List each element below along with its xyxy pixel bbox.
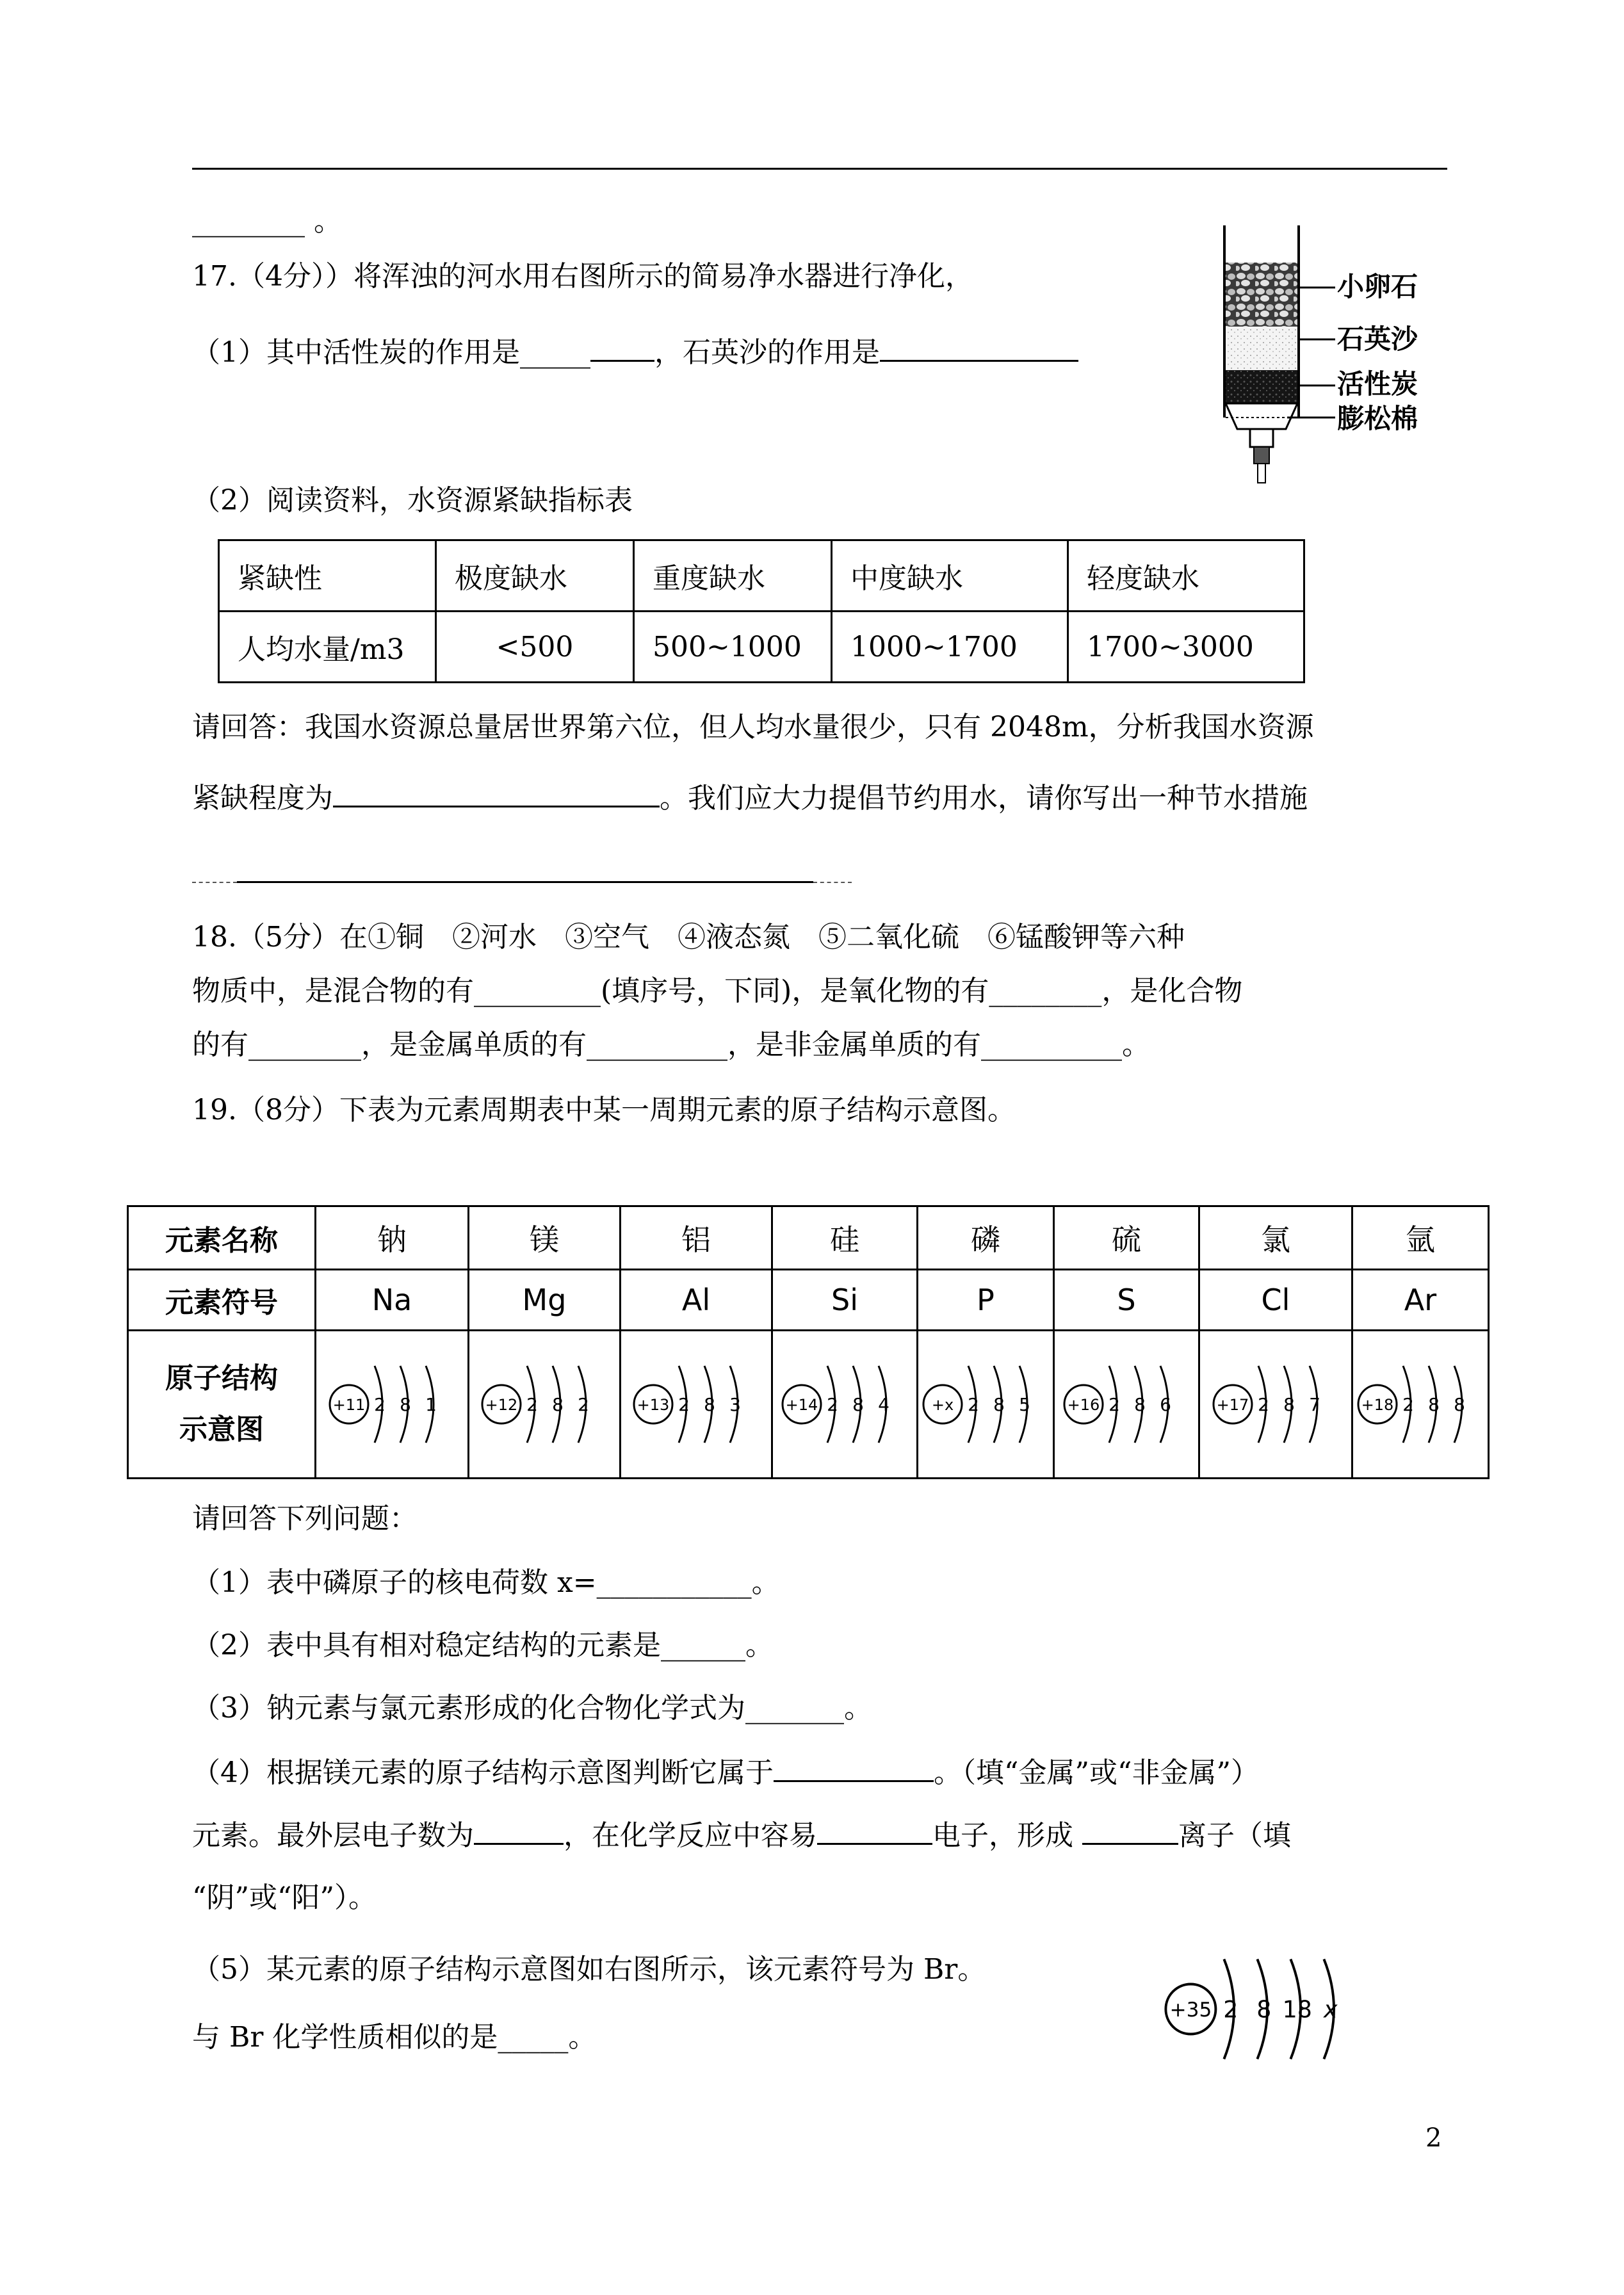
periodic-table [127, 1205, 1490, 1479]
element-name: 磷 [918, 1206, 1054, 1270]
bromine-atom-diagram [1159, 1947, 1367, 2074]
table-cell: 紧缺性 [219, 540, 436, 612]
shell-electron-count: 4 [878, 1394, 889, 1415]
q18-line-2: 物质中，是混合物的有_________(填序号，下同)，是氧化物的有________，是化合物 [192, 975, 1243, 1007]
element-symbol: Na [316, 1270, 469, 1331]
element-symbol: Si [772, 1270, 918, 1331]
atom-diagram [1353, 1356, 1488, 1452]
q17-answer-text-b: 。我们应大力提倡节约用水，请你写出一种节水措施 [660, 782, 1308, 815]
shell-electron-count: 2 [678, 1394, 690, 1415]
atom-cell [918, 1331, 1054, 1479]
answer-blank[interactable] [237, 856, 813, 883]
q19-part4-line3: “阴”或“阳”）。 [192, 1881, 377, 1914]
nucleus-charge: +18 [1361, 1396, 1394, 1414]
quartz-sand-layer [1226, 327, 1297, 370]
answer-blank[interactable] [333, 780, 660, 807]
answer-blank[interactable] [192, 856, 237, 883]
table-row [128, 1270, 1489, 1331]
nucleus-charge: +35 [1169, 1999, 1212, 2022]
table-row [128, 1206, 1489, 1270]
shell-electron-count: 2 [1223, 1995, 1238, 2023]
shell-electron-count: 8 [1454, 1394, 1465, 1415]
pebble-layer [1226, 263, 1297, 327]
atom-cell [772, 1331, 918, 1479]
answer-blank[interactable] [474, 1817, 564, 1845]
shell-electron-count: 2 [968, 1394, 979, 1415]
atom-diagram [918, 1356, 1053, 1452]
shell-electron-count: 8 [704, 1394, 715, 1415]
element-symbol: Al [621, 1270, 772, 1331]
table-header: 元素符号 [128, 1270, 316, 1331]
shell-electron-count: 8 [552, 1394, 564, 1415]
answer-blank[interactable] [880, 334, 1078, 362]
shell-electron-count: 3 [729, 1394, 741, 1415]
shell-electron-count: x [1324, 1995, 1338, 2023]
element-name: 钠 [316, 1206, 469, 1270]
q17-part2: （2）阅读资料，水资源紧缺指标表 [192, 484, 633, 517]
answer-blank[interactable] [590, 334, 654, 362]
table-header: 元素名称 [128, 1206, 316, 1270]
shell-electron-count: 18 [1282, 1995, 1312, 2023]
table-cell: 重度缺水 [634, 540, 832, 612]
filter-label: 小卵石 [1337, 271, 1418, 302]
shell-electron-count: 8 [1134, 1394, 1146, 1415]
element-symbol: S [1054, 1270, 1199, 1331]
table-cell: 1000~1700 [832, 612, 1068, 683]
q19-part4-text-b: 。（填“金属”或“非金属”） [934, 1756, 1259, 1789]
element-name: 氩 [1352, 1206, 1489, 1270]
atom-cell [621, 1331, 772, 1479]
header-line: 原子结构 [165, 1362, 278, 1395]
element-name: 镁 [469, 1206, 621, 1270]
answer-blank[interactable] [1082, 1817, 1178, 1845]
shell-electron-count: 8 [1428, 1394, 1440, 1415]
q19-part2: （2）表中具有相对稳定结构的元素是______。 [192, 1629, 774, 1662]
q19-part5: （5）某元素的原子结构示意图如右图所示，该元素符号为 Br。 [192, 1953, 986, 1986]
atom-cell [469, 1331, 621, 1479]
atom-cell [1199, 1331, 1352, 1479]
atom-diagram [777, 1356, 912, 1452]
shell-electron-count: 2 [526, 1394, 538, 1415]
atom-diagram [325, 1356, 459, 1452]
filter-label: 活性炭 [1337, 368, 1418, 400]
nucleus-charge: +12 [485, 1396, 518, 1414]
shell-electron-count: 8 [400, 1394, 411, 1415]
element-name: 硅 [772, 1206, 918, 1270]
table-header [128, 1331, 316, 1479]
element-symbol: Mg [469, 1270, 621, 1331]
q17-part1-text-b: ，石英沙的作用是 [654, 336, 880, 369]
element-symbol: P [918, 1270, 1054, 1331]
nucleus-charge: +16 [1067, 1396, 1100, 1414]
q19-part4-text-f: 离子（填 [1178, 1819, 1291, 1852]
atom-diagram [1059, 1356, 1194, 1452]
atom-diagram [1159, 1947, 1367, 2072]
prev-answer-tail: ________ 。 [192, 205, 342, 238]
q19-part4-text-c: 元素。最外层电子数为 [192, 1819, 474, 1852]
q18-line-1: 18.（5分）在①铜 ②河水 ③空气 ④液态氮 ⑤二氧化硫 ⑥锰酸钾等六种 [192, 921, 1185, 953]
atom-diagram [1208, 1356, 1343, 1452]
table-cell: 500~1000 [634, 612, 832, 683]
q19-prompt: 请回答下列问题： [192, 1502, 418, 1535]
answer-blank[interactable] [774, 1755, 934, 1782]
shell-electron-count: 2 [578, 1394, 589, 1415]
header-line: 示意图 [179, 1413, 264, 1446]
filter-label: 石英沙 [1337, 323, 1418, 355]
q19-part1: （1）表中磷原子的核电荷数 x=___________。 [192, 1566, 780, 1599]
q19-part4-line1 [192, 1755, 1259, 1791]
atom-diagram [477, 1356, 612, 1452]
atom-cell [316, 1331, 469, 1479]
q17-part1-text-a: （1）其中活性炭的作用是_____ [192, 336, 590, 369]
q17-answer-text-a: 紧缺程度为 [192, 782, 333, 815]
element-symbol: Ar [1352, 1270, 1489, 1331]
atom-cell [1054, 1331, 1199, 1479]
nucleus-charge: +13 [637, 1396, 670, 1414]
header-rule [192, 168, 1447, 170]
shell-electron-count: 8 [1256, 1995, 1272, 2023]
water-scarcity-table [218, 539, 1305, 683]
element-name: 氯 [1199, 1206, 1352, 1270]
atom-diagram [629, 1356, 763, 1452]
atom-cell [1352, 1331, 1489, 1479]
table-row [219, 540, 1304, 612]
q17-answer-line-1: 请回答：我国水资源总量居世界第六位，但人均水量很少，只有 2048m，分析我国水资源 [192, 711, 1314, 743]
nucleus-charge: +11 [332, 1396, 366, 1414]
shell-electron-count: 2 [827, 1394, 838, 1415]
table-cell: 中度缺水 [832, 540, 1068, 612]
shell-electron-count: 2 [374, 1394, 386, 1415]
nucleus-charge: +14 [785, 1396, 818, 1414]
answer-blank[interactable] [813, 856, 852, 883]
nucleus-charge: +x [931, 1396, 954, 1414]
activated-carbon-layer [1226, 370, 1297, 403]
filter-label: 膨松棉 [1337, 403, 1418, 434]
water-filter-diagram [1217, 225, 1486, 494]
shell-electron-count: 2 [1108, 1394, 1120, 1415]
q18-line-3: 的有________，是金属单质的有__________，是非金属单质的有__________。 [192, 1028, 1150, 1061]
table-cell: 人均水量/m3 [219, 612, 436, 683]
shell-electron-count: 8 [1283, 1394, 1295, 1415]
shell-electron-count: 7 [1309, 1394, 1320, 1415]
table-cell: 极度缺水 [436, 540, 634, 612]
q19-part4-text-a: （4）根据镁元素的原子结构示意图判断它属于 [192, 1756, 774, 1789]
table-cell: <500 [436, 612, 634, 683]
q19-part3: （3）钠元素与氯元素形成的化合物化学式为_______。 [192, 1692, 872, 1724]
q17-part1 [192, 334, 1078, 371]
q19-part5-line2: 与 Br 化学性质相似的是_____。 [192, 2021, 597, 2054]
shell-electron-count: 8 [993, 1394, 1005, 1415]
shell-electron-count: 2 [1402, 1394, 1414, 1415]
shell-electron-count: 1 [425, 1394, 437, 1415]
element-name: 铝 [621, 1206, 772, 1270]
q19-title: 19.（8分）下表为元素周期表中某一周期元素的原子结构示意图。 [192, 1094, 1016, 1126]
shell-electron-count: 6 [1160, 1394, 1171, 1415]
element-symbol: Cl [1199, 1270, 1352, 1331]
answer-blank[interactable] [817, 1817, 932, 1845]
nucleus-charge: +17 [1216, 1396, 1249, 1414]
element-name: 硫 [1054, 1206, 1199, 1270]
q17-answer-line-2 [192, 780, 1308, 816]
q19-part4-text-d: ，在化学反应中容易 [564, 1819, 817, 1852]
table-cell: 1700~3000 [1068, 612, 1304, 683]
shell-electron-count: 5 [1019, 1394, 1030, 1415]
page-number: 2 [1425, 2123, 1442, 2153]
q19-part4-text-e: 电子，形成 [932, 1819, 1082, 1852]
q17-measure-line [192, 856, 852, 892]
shell-electron-count: 8 [852, 1394, 864, 1415]
table-row [219, 612, 1304, 683]
cotton-layer [1226, 403, 1297, 429]
shell-electron-count: 2 [1258, 1394, 1269, 1415]
q19-part4-line2 [192, 1817, 1291, 1854]
table-row [128, 1331, 1489, 1479]
q17-title: 17.（4分））将浑浊的河水用右图所示的简易净水器进行净化， [192, 260, 973, 293]
table-cell: 轻度缺水 [1068, 540, 1304, 612]
